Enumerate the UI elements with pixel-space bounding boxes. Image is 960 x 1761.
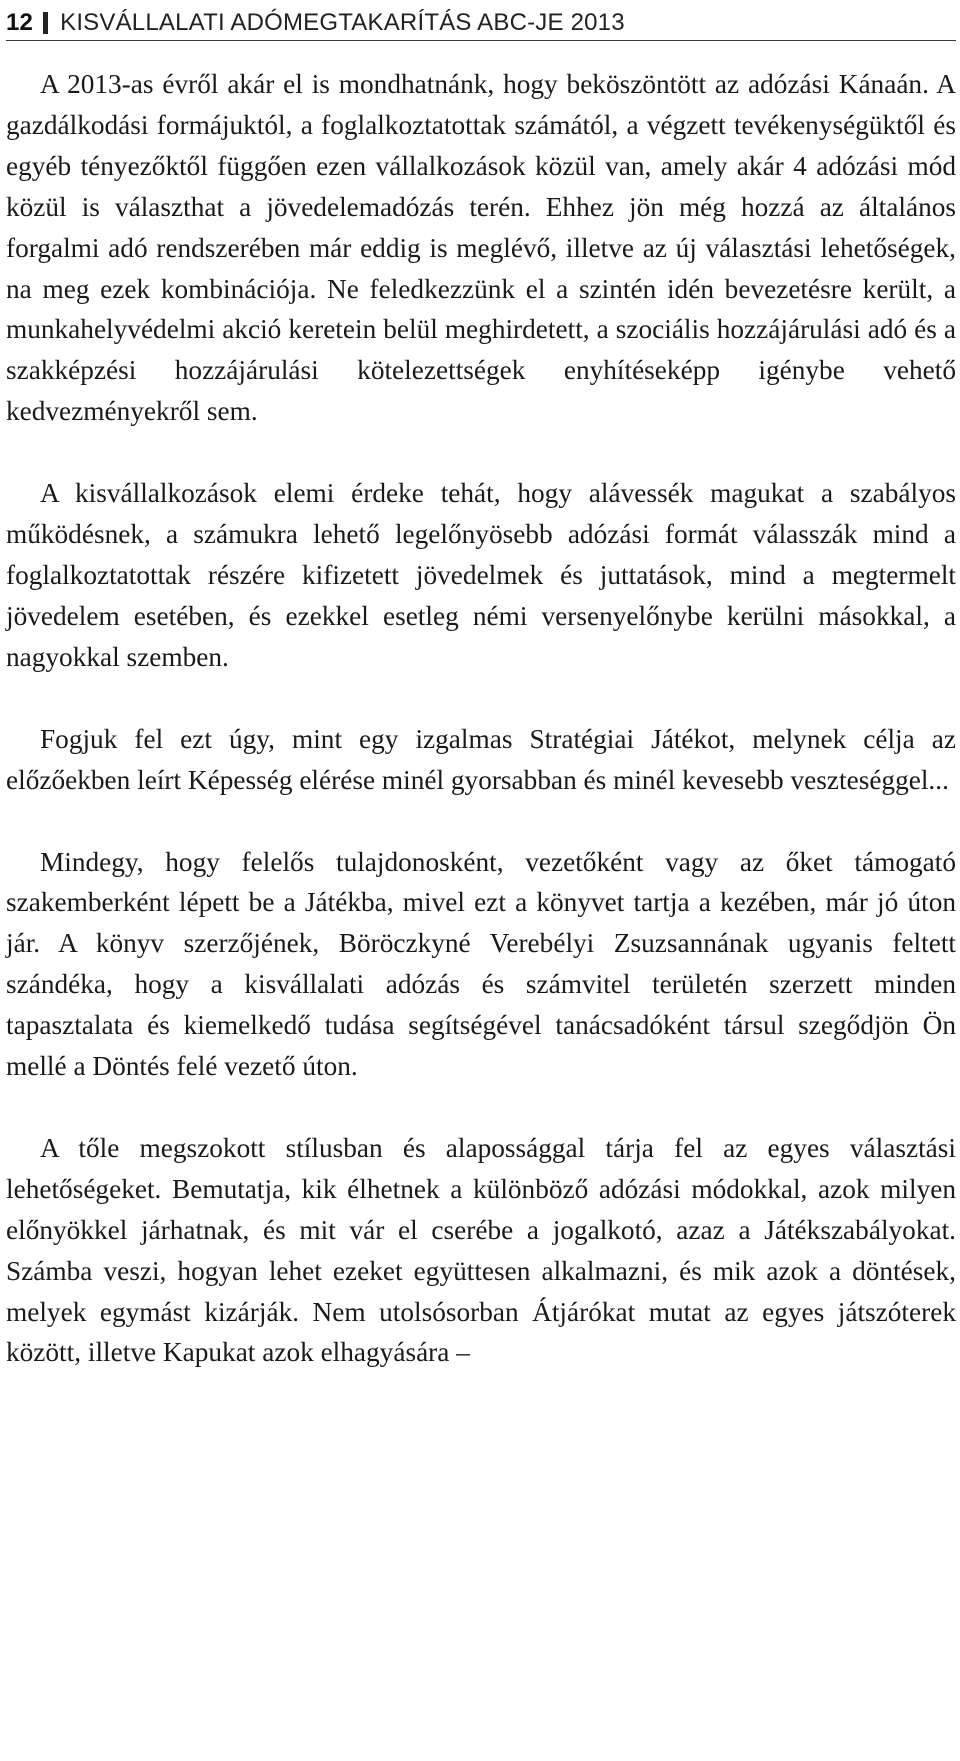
paragraph-2: A kisvállalkozások elemi érdeke tehát, hogy alávessék magukat a szabályos működésnek, a számukra lehető legelőnyösebb adózási formát válasszák mind a foglalkoztatottak részére kifizetett jövedelmek és juttatások, mind a megtermelt jövedelem esetében, és ezekkel esetleg némi versenyelőnybe kerülni másokkal, a nagyokkal szemben. [6, 478, 956, 672]
paragraph-4: Mindegy, hogy felelős tulajdonosként, vezetőként vagy az őket támogató szakemberként lépett be a Játékba, mivel ezt a könyvet tartja a kezében, már jó úton jár. A könyv szerzőjének, Böröczkyné Verebélyi Zsuzsannának ugyanis feltett szándéka, hogy a kisvállalati adózás és számvitel területén szerzett minden tapasztalata és kiemelkedő tudása segítségével tanácsadóként társul szegődjön Ön mellé a Döntés felé vezető úton. [6, 846, 956, 1082]
paragraph-3: Fogjuk fel ezt úgy, mint egy izgalmas Stratégiai Játékot, melynek célja az előzőekben leírt Képesség elérése minél gyorsabban és minél kevesebb veszteséggel... [6, 723, 956, 795]
paragraph-5: A tőle megszokott stílusban és alapossággal tárja fel az egyes választási lehetőségeket. Bemutatja, kik élhetnek a különböző adózási módokkal, azok milyen előnyökkel járhatnak, és mit vár el cserébe a jogalkotó, azaz a Játékszabályokat. Számba veszi, hogyan lehet ezeket együttesen alkalmazni, és mik azok a döntések, melyek egymást kizárják. Nem utolsósorban Átjárókat mutat az egyes játszóterek között, illetve Kapukat azok elhagyására – [6, 1132, 956, 1368]
paragraph-1: A 2013-as évről akár el is mondhatnánk, hogy beköszöntött az adózási Kánaán. A gazdálkodási formájuktól, a foglalkoztatottak számától, a végzett tevékenységüktől és egyéb tényezőktől függően ezen vállalkozások közül van, amely akár 4 adózási mód közül is választhat a jövedelemadózás terén. Ehhez jön még hozzá az általános forgalmi adó rendszerében már eddig is meglévő, illetve az új választási lehetőségek, na meg ezek kombinációja. Ne feledkezzünk el a szintén idén bevezetésre került, a munkahelyvédelmi akció keretein belül meghirdetett, a szociális hozzájárulási adó és a szakképzési hozzájárulási kötelezettségek enyhítéseképp igénybe vehető kedvezményekről sem. [6, 69, 956, 427]
running-header [6, 6, 956, 41]
running-title: KISVÁLLALATI ADÓMEGTAKARÍTÁS ABC-JE 2013 [60, 9, 625, 36]
body-text [6, 64, 956, 1373]
header-separator-bar [43, 12, 48, 34]
page-number: 12 [6, 9, 34, 36]
